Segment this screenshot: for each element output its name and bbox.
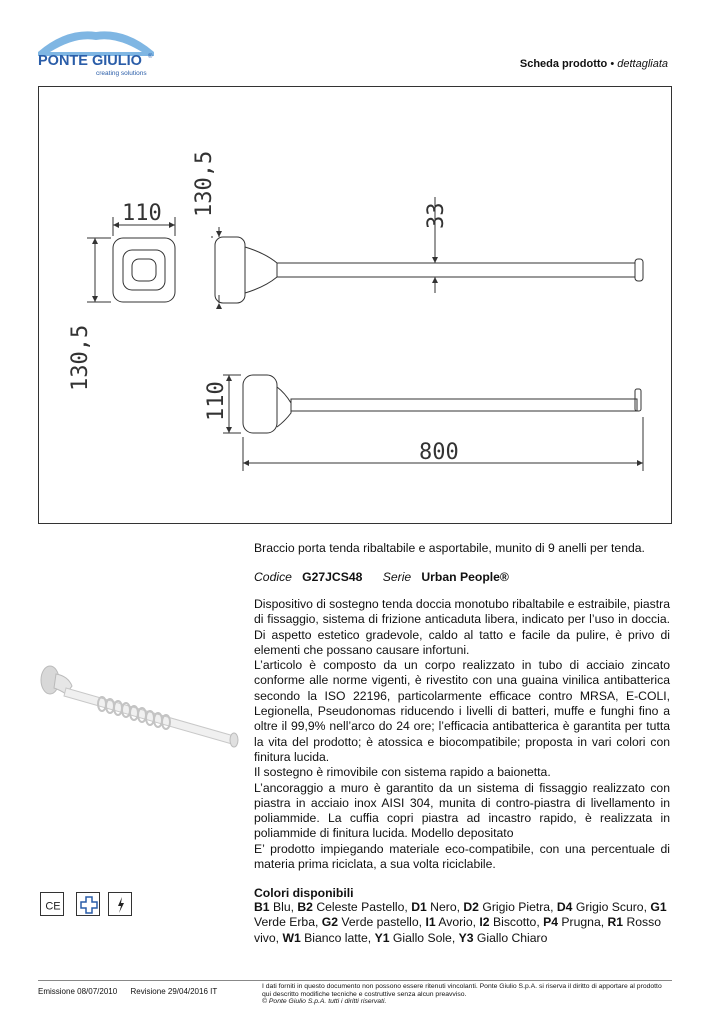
dim-length: 800 [419,440,459,465]
color-name: Nero, [426,900,464,914]
dim-top-height: 130,5 [192,150,217,217]
colors-list [254,900,670,946]
technical-drawing [38,86,672,524]
color-name: Bianco latte, [300,930,375,945]
dim-bottom-height: 110 [204,381,229,421]
code-value: G27JCS48 [302,570,363,584]
color-item [479,915,543,929]
company-logo [36,26,156,78]
color-item [411,900,463,914]
description-paragraph: L’ancoraggio a muro è garantito da un sistema di fissaggio realizzato con piastra in acciaio inox AISI 304, munita di contro-piastra di livellamento in poliammide. La cuffia copri piastra ad incastro rapido, è realizzata in poliammide di finitura lucida. Modello depositato [254,780,670,841]
color-item [375,931,459,945]
color-name: Blu, [269,900,298,914]
color-name: Grigio Scuro, [572,900,651,914]
color-item [282,931,374,945]
dim-tube-diameter: 33 [424,202,449,229]
color-item [557,900,651,914]
series-value: Urban People® [421,570,509,584]
revision-date: Revisione 29/04/2016 IT [130,987,218,996]
dim-side-height: 130,5 [68,324,93,391]
product-intro: Braccio porta tenda ribaltabile e asportabile, munito di 9 anelli per tenda. [254,541,645,555]
product-description [254,597,670,872]
color-item [297,900,411,914]
color-code: I1 [425,915,436,930]
color-name: Avorio, [435,915,480,930]
color-code: I2 [479,915,490,930]
medical-cross-icon [76,892,100,916]
color-code: B2 [297,900,313,914]
series-label: Serie [382,570,412,584]
color-code: Y1 [374,930,390,945]
color-code: P4 [543,915,559,930]
color-name: Verde Erba, [254,915,322,930]
color-item [459,931,548,945]
color-code: D1 [411,900,427,914]
color-item [463,900,557,914]
doc-type-sep: • [607,58,618,70]
color-code: G2 [321,915,339,930]
color-name: Giallo Chiaro [473,930,548,945]
description-paragraph: E’ prodotto impiegando materiale eco-compatibile, con una percentuale di materia prima riciclata, a sua volta riciclabile. [254,841,670,872]
disclaimer-text: I dati forniti in questo documento non possono essere ritenuti vincolanti. Ponte Giulio S.p.A. si riserva il diritto di apportare al prodotto qui descritto modifiche tecniche e costruttive senza alcun preavviso. [262,983,662,998]
footer-disclaimer [262,983,672,1006]
ce-mark-icon [40,892,64,916]
color-item [322,915,426,929]
color-name: Prugna, [558,915,608,930]
dim-top-width: 110 [122,201,162,226]
document-type [520,58,668,70]
color-name: Celeste Pastello, [312,900,412,914]
svg-text:CE: CE [45,900,61,913]
footer-dates [38,987,217,996]
color-item [543,915,607,929]
colors-title: Colori disponibili [254,886,354,900]
color-item [254,900,297,914]
color-code: G1 [650,900,667,914]
color-code: R1 [607,915,624,930]
emission-date: Emissione 08/07/2010 [38,987,118,996]
doc-type-italic: dettagliata [617,58,668,70]
color-name: Verde pastello, [338,915,426,930]
color-name: Biscotto, [489,915,544,930]
description-paragraph: Il sostegno è rimovibile con sistema rapido a baionetta. [254,765,551,780]
description-paragraph: Dispositivo di sostegno tenda doccia monotubo ribaltabile e estraibile, piastra di fissaggio, sistema di frizione anticaduta libera, indicato per l’uso in doccia. Di aspetto estetico gradevole, caldo al tatto e facile da pulire, è privo di elementi che possano causare infortuni. [254,597,670,657]
logo-tagline: creating solutions [96,70,147,77]
product-photo [36,660,246,760]
color-code: W1 [282,930,301,945]
logo-reg: ® [148,54,153,60]
color-name: Giallo Sole, [389,930,459,945]
color-item [425,915,479,929]
color-code: Y3 [458,930,474,945]
color-name: Grigio Pietra, [478,900,557,914]
color-code: D2 [463,900,479,914]
description-paragraph: L’articolo è composto da un corpo realizzato in tubo di acciaio zincato conforme alle norme vigenti, è rivestito con una guaina vinilica antibatterica secondo la ISO 22196, particolarmente efficace contro MRSA, E-COLI, Legionella, Pseudonomas riducendo i livelli di batteri, muffe e funghi fino a oltre il 99,9% nell’arco do 24 ore; l’efficacia antibatterica è garantita per tutta la vita del prodotto; è atossica e biocompatibile; proposta in vari colori con finitura lucida. [254,658,670,764]
color-code: B1 [254,900,270,914]
color-name: Rosso vivo, [254,915,662,945]
logo-name: PONTE GIULIO [38,53,142,69]
copyright-text: © Ponte Giulio S.p.A. tutti i diritti riservati. [262,998,387,1006]
doc-type-bold: Scheda prodotto [519,58,608,70]
code-label: Codice [254,570,292,584]
footer-divider [38,980,672,981]
electrical-insulation-icon [108,892,132,916]
product-code-line [254,570,670,585]
color-code: D4 [556,900,573,914]
